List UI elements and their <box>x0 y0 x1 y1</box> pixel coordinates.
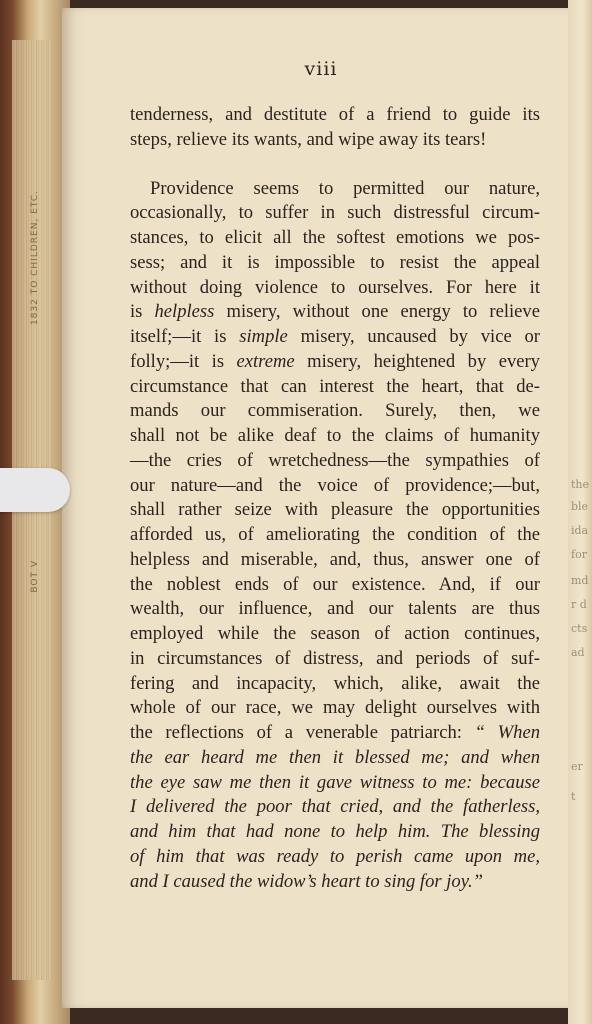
text-line <box>130 449 540 474</box>
text-run: wealth, our influence, and our talents are thus <box>130 598 540 620</box>
text-run: folly;—it is <box>130 350 237 372</box>
bleed-fragment: r d <box>571 598 587 611</box>
text-line <box>130 870 540 895</box>
bleed-fragment: ble <box>571 500 589 513</box>
text-line <box>130 820 540 845</box>
italic-text: the ear heard me then it blessed me; and when <box>130 746 540 768</box>
text-line <box>130 845 540 870</box>
text-line: steps, relieve its wants, and wipe away its tears! <box>130 128 487 150</box>
text-run: itself;—it is <box>130 326 240 347</box>
text-line <box>130 771 540 796</box>
text-run: shall not be alike deaf to the claims of humanity <box>130 425 540 446</box>
text-run: whole of our race, we may delight ourselves with <box>130 697 540 719</box>
italic-text: “ When <box>474 722 541 743</box>
text-line: tenderness, and destitute of a friend to guide its <box>130 104 540 125</box>
text-line <box>130 474 540 499</box>
text-run: in circumstances of distress, and periods of suf- <box>130 647 540 669</box>
text-run: circumstance that can interest the heart, that de- <box>130 375 540 397</box>
italic-text: and I caused the widow’s heart to sing for joy.” <box>130 870 483 892</box>
text-run: misery, without one energy to relieve <box>214 301 540 323</box>
text-run: the noblest ends of our existence. And, if our <box>130 573 540 595</box>
bleed-fragment: the <box>571 478 590 491</box>
text-run: —the cries of wretchedness—the sympathies of <box>130 449 540 471</box>
page-number: viii <box>304 58 338 80</box>
text-run: the reflections of a venerable patriarch: <box>130 722 475 743</box>
page-body <box>130 103 540 894</box>
text-line <box>130 622 540 647</box>
bleed-fragment: ida <box>571 524 589 537</box>
text-line <box>130 226 540 251</box>
paragraph <box>130 177 540 895</box>
spine-label-secondary: BOT V <box>30 560 40 593</box>
italic-text: simple <box>239 326 288 347</box>
text-line <box>130 350 540 375</box>
text-line <box>130 375 540 400</box>
text-line <box>130 276 540 301</box>
italic-text: I delivered the poor that cried, and the fatherless, <box>130 796 540 818</box>
italic-text: helpless <box>154 301 215 323</box>
text-run: employed while the season of action continues, <box>130 623 540 644</box>
text-line <box>130 300 540 325</box>
spine-label: 1832 TO CHILDREN, ETC. <box>30 190 40 326</box>
text-line <box>130 201 540 226</box>
text-line <box>130 325 540 350</box>
italic-text: and him that had none to help him. The blessing <box>130 821 540 842</box>
bleed-fragment: ad <box>571 646 585 659</box>
text-line <box>130 597 540 622</box>
text-line <box>130 795 540 820</box>
text-run: sess; and it is impossible to resist the appeal <box>130 251 540 273</box>
book-page <box>62 8 580 1008</box>
text-line <box>130 424 540 449</box>
text-run: occasionally, to suffer in such distressful circum- <box>130 202 540 224</box>
text-run: fering and incapacity, which, alike, await the <box>130 672 540 694</box>
text-run: shall rather seize with pleasure the opportunities <box>130 499 540 521</box>
italic-text: of him that was ready to perish came upon me, <box>130 845 540 867</box>
text-line <box>130 251 540 276</box>
text-line <box>130 721 540 746</box>
bleed-fragment: t <box>571 790 576 803</box>
text-run: Providence seems to permitted our nature, <box>150 177 540 199</box>
bleed-fragment: cts <box>571 622 588 635</box>
text-run: is <box>130 301 155 323</box>
paragraph-gap <box>130 153 540 177</box>
bleed-fragment: er <box>571 760 583 773</box>
text-run: misery, heightened by every <box>294 350 540 372</box>
text-run: misery, uncaused by vice or <box>287 326 540 347</box>
text-line <box>130 573 540 598</box>
book-spine <box>0 0 70 1024</box>
text-line <box>130 523 540 548</box>
text-line <box>130 647 540 672</box>
text-line <box>130 399 540 424</box>
bleed-fragment: for <box>571 548 587 561</box>
text-run: without doing violence to ourselves. For here it <box>130 276 540 298</box>
text-line <box>130 672 540 697</box>
text-line <box>130 548 540 573</box>
text-line <box>130 696 540 721</box>
text-run: helpless and miserable, and, thus, answer one of <box>130 548 540 570</box>
text-line <box>130 746 540 771</box>
text-line <box>130 498 540 523</box>
italic-text: the eye saw me then it gave witness to me: because <box>130 771 540 793</box>
text-run: afforded us, of ameliorating the condition of the <box>130 524 540 545</box>
text-line <box>130 177 540 202</box>
text-run: mands our commiseration. Surely, then, we <box>130 400 540 422</box>
bookmark-tab[interactable] <box>0 468 70 512</box>
bleed-fragment: md <box>571 574 589 587</box>
text-run: our nature—and the voice of providence;—but, <box>130 474 540 496</box>
italic-text: extreme <box>236 350 295 372</box>
text-run: stances, to elicit all the softest emotions we pos- <box>130 227 540 248</box>
